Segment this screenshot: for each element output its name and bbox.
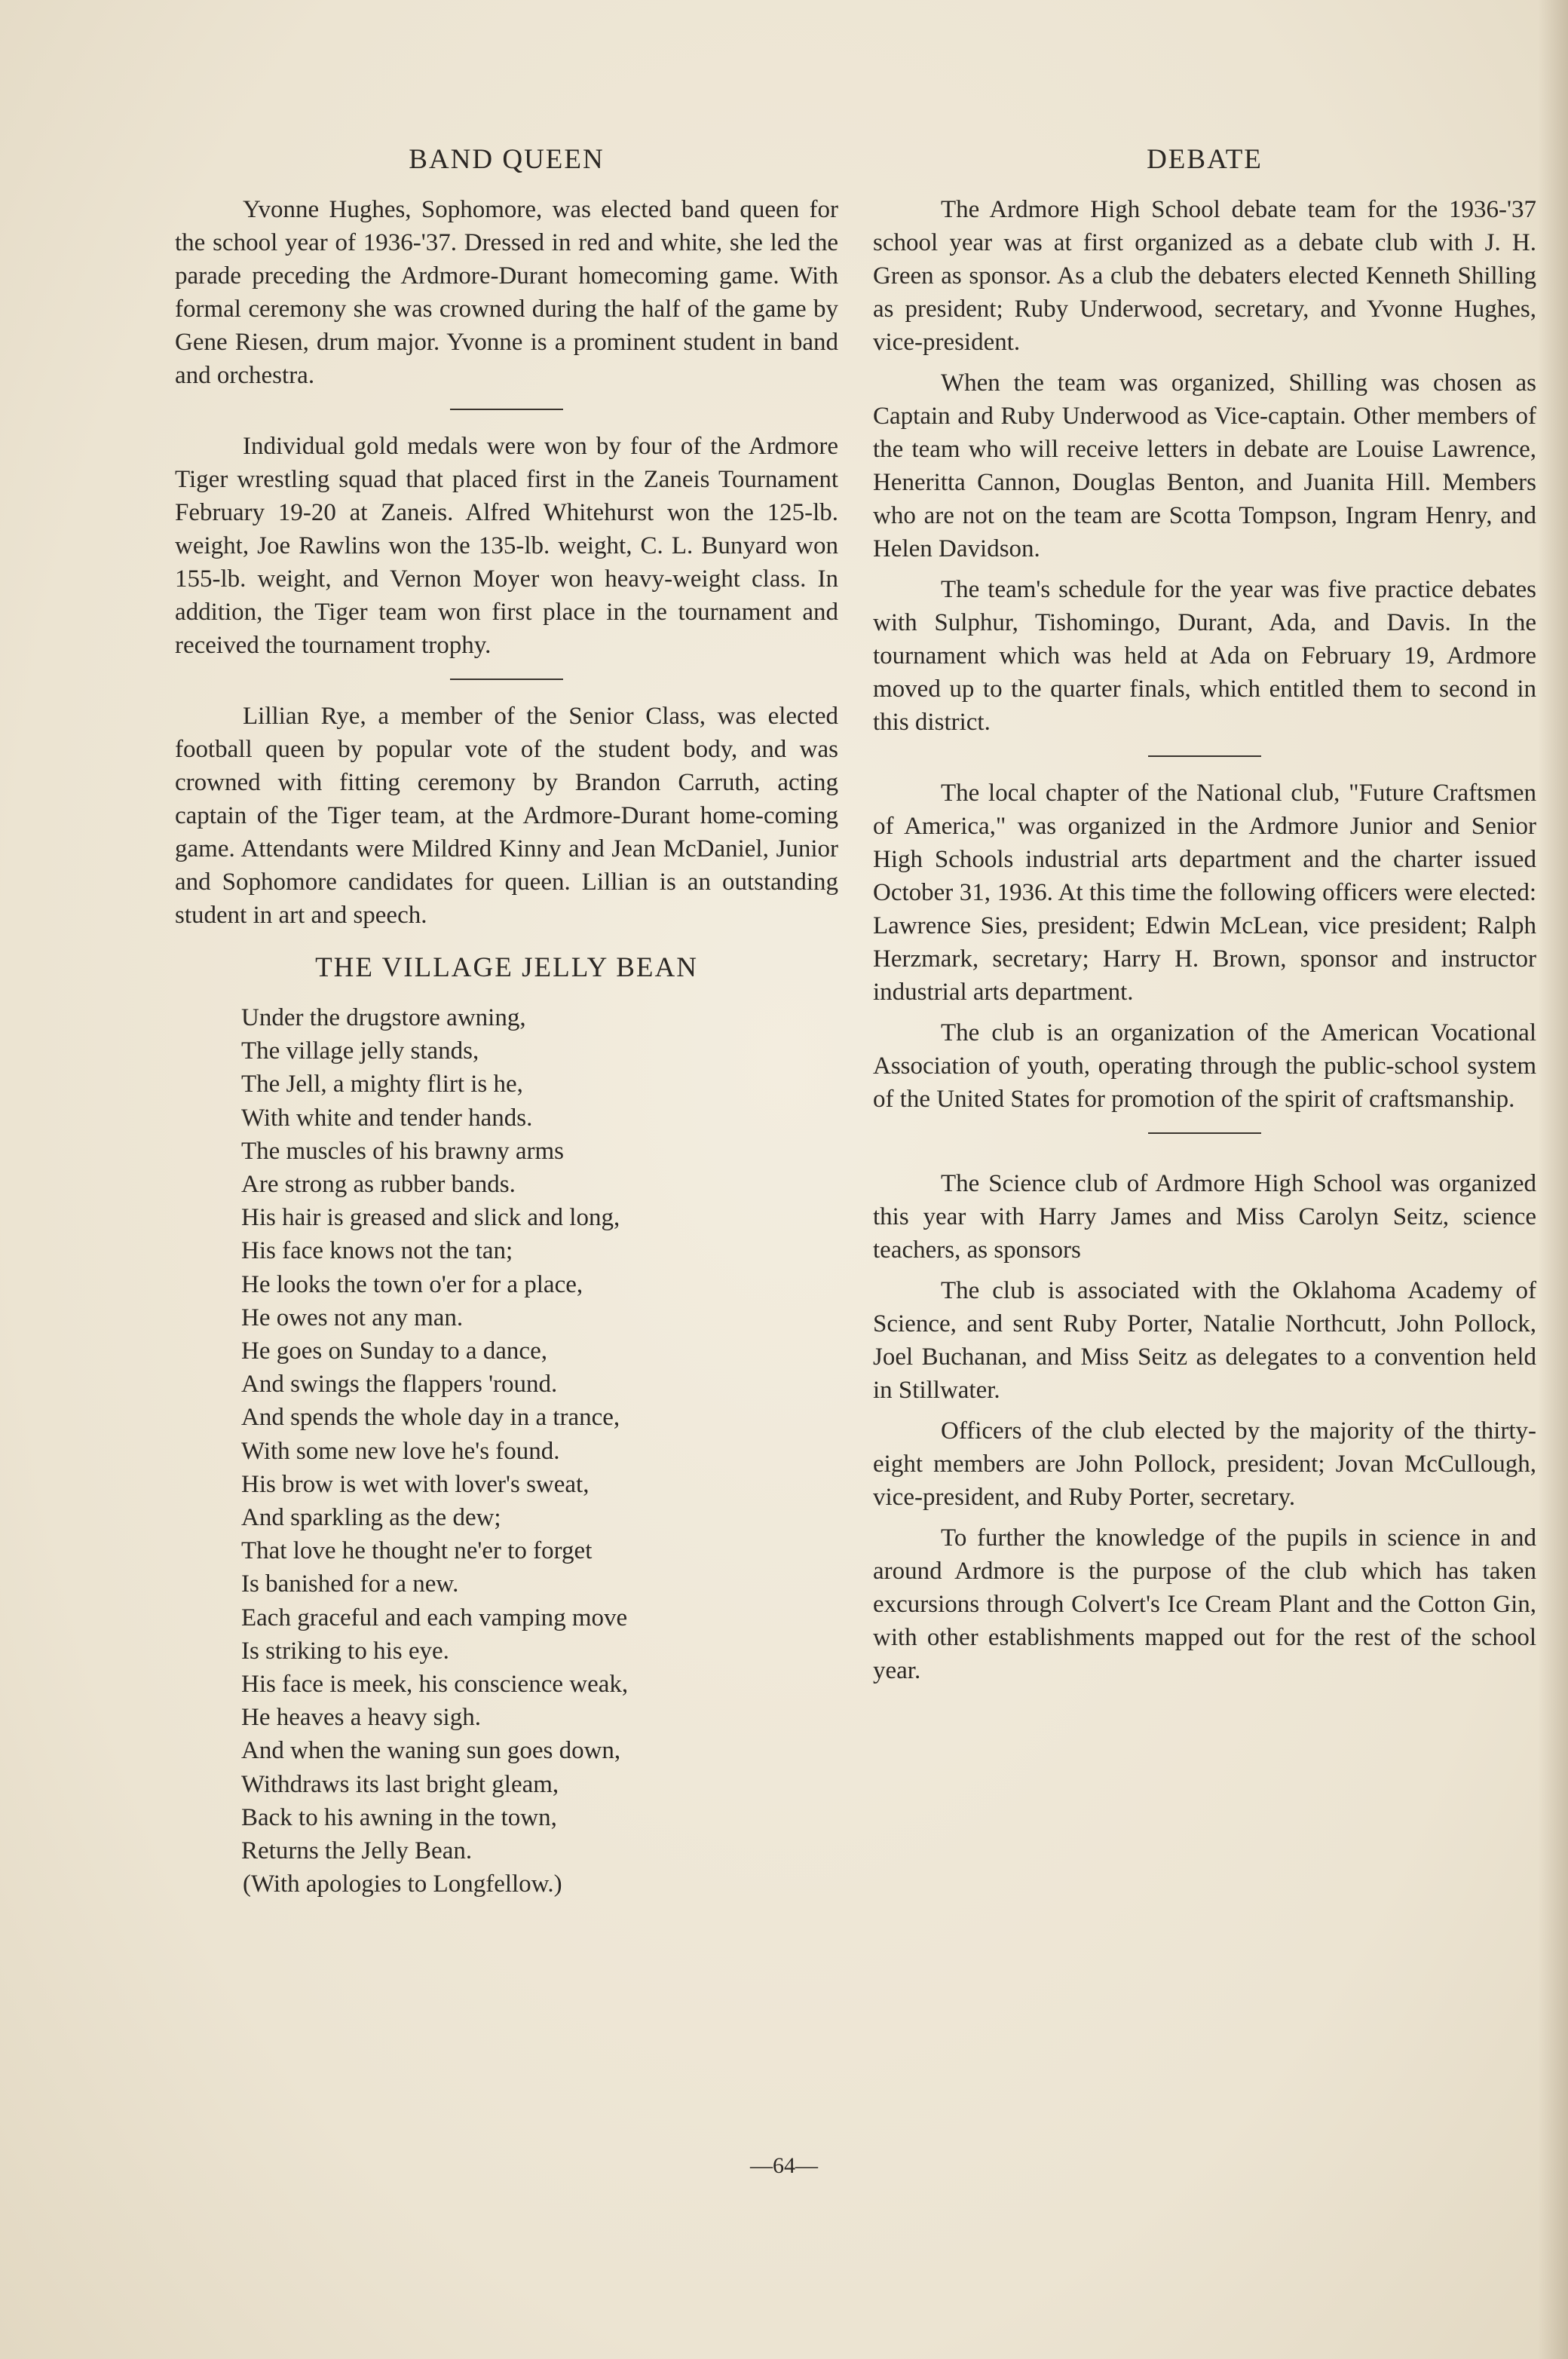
left-column: [175, 143, 838, 1901]
poem-line: He goes on Sunday to a dance,: [241, 1337, 547, 1365]
section-divider: [450, 679, 563, 680]
poem-line: Are strong as rubber bands.: [241, 1171, 516, 1199]
football-queen-text: Lillian Rye, a member of the Senior Class, was elected football queen by popular vote of the student body, and was crowned with fitting ceremony by Brandon Carruth, acting captain of the Tiger team, at the Ardmore-Durant home-coming game. Attendants were Mildred Kinny and Jean McDaniel, Junior and Sophomore candidates for queen. Lillian is an outstanding student in art and speech.: [175, 703, 838, 929]
poem-line: Under the drugstore awning,: [241, 1004, 526, 1031]
debate-paragraph: The Ardmore High School debate team for the 1936-'37 school year was at first organized as a debate club with J. H. Green as sponsor. As a club the debaters elected Kenneth Shilling as president; Ruby Underwood, secretary, and Yvonne Hughes, vice-president.: [873, 196, 1536, 356]
poem-line: Is banished for a new.: [241, 1570, 459, 1598]
science-paragraph: To further the knowledge of the pupils in science in and around Ardmore is the purpose of the club which has taken excursions through Colvert's Ice Cream Plant and the Cotton Gin, with other establishments mapped out for the rest of the school year.: [873, 1524, 1536, 1684]
poem-line: That love he thought ne'er to forget: [241, 1537, 593, 1565]
poem-line: His face knows not the tan;: [241, 1237, 513, 1265]
right-column: [873, 143, 1536, 1687]
poem-line: The Jell, a mighty flirt is he,: [241, 1071, 523, 1098]
section-divider: [1148, 1132, 1261, 1134]
poem-line: He heaves a heavy sigh.: [241, 1704, 481, 1732]
poem-line: His face is meek, his conscience weak,: [241, 1671, 629, 1699]
band-queen-heading: BAND QUEEN: [409, 144, 605, 175]
poem-line: And when the waning sun goes down,: [241, 1737, 621, 1765]
science-paragraph: The Science club of Ardmore High School was organized this year with Harry James and Miss Carolyn Seitz, science teachers, as sponsors: [873, 1170, 1536, 1264]
science-paragraph: Officers of the club elected by the majority of the thirty-eight members are John Pollock, president; Jovan McCullough, vice-president, and Ruby Porter, secretary.: [873, 1417, 1536, 1511]
band-queen-text: Yvonne Hughes, Sophomore, was elected band queen for the school year of 1936-'37. Dressed in red and white, she led the parade preceding the Ardmore-Durant homecoming game. With formal ceremony she was crowned during the half of the game by Gene Riesen, drum major. Yvonne is a prominent student in band and orchestra.: [175, 196, 838, 389]
poem-line: Back to his awning in the town,: [241, 1803, 557, 1831]
poem-line: Returns the Jelly Bean.: [241, 1837, 473, 1865]
page-edge-shadow: [1538, 0, 1568, 2359]
craftsmen-paragraph: The club is an organization of the American Vocational Association of youth, operating through the public-school system of the United States for promotion of the spirit of craftsmanship.: [873, 1019, 1536, 1113]
page-number: —64—: [750, 2153, 818, 2178]
poem-credit: (With apologies to Longfellow.): [243, 1870, 562, 1898]
poem-line: His hair is greased and slick and long,: [241, 1204, 620, 1232]
craftsmen-paragraph: The local chapter of the National club, "Future Craftsmen of America," was organized in the Ardmore Junior and Senior High Schools industrial arts department and the charter issued October 31, 1936. At this time the following officers were elected: Lawrence Sies, president; Edwin McLean, vice president; Ralph Herzmark, secretary; Harry H. Brown, sponsor and instructor industrial arts department.: [873, 780, 1536, 1006]
poem-line: And sparkling as the dew;: [241, 1504, 501, 1532]
poem-line: With some new love he's found.: [241, 1437, 560, 1465]
section-divider: [450, 409, 563, 410]
poem-heading: THE VILLAGE JELLY BEAN: [315, 952, 698, 983]
section-divider: [1148, 755, 1261, 757]
poem-line: The muscles of his brawny arms: [241, 1137, 564, 1165]
science-paragraph: The club is associated with the Oklahoma Academy of Science, and sent Ruby Porter, Natalie Northcutt, John Pollock, Joel Buchanan, and Miss Seitz as delegates to a convention held in Stillwater.: [873, 1277, 1536, 1404]
poem-line: He looks the town o'er for a place,: [241, 1270, 583, 1298]
poem-body: [175, 1001, 838, 1867]
debate-paragraph: When the team was organized, Shilling was chosen as Captain and Ruby Underwood as Vice-captain. Other members of the team who will receive letters in debate are Louise Lawrence, Heneritta Cannon, Douglas Benton, and Juanita Hill. Members who are not on the team are Scotta Tompson, Ingram Henry, and Helen Davidson.: [873, 369, 1536, 562]
poem-line: Each graceful and each vamping move: [241, 1604, 628, 1631]
debate-paragraph: The team's schedule for the year was five practice debates with Sulphur, Tishomingo, Durant, Ada, and Davis. In the tournament which was held at Ada on February 19, Ardmore moved up to the quarter finals, which entitled them to second in this district.: [873, 576, 1536, 736]
poem-line: Is striking to his eye.: [241, 1637, 449, 1665]
poem-line: He owes not any man.: [241, 1304, 464, 1331]
poem-line: His brow is wet with lover's sweat,: [241, 1470, 590, 1498]
poem-line: With white and tender hands.: [241, 1104, 533, 1132]
debate-heading: DEBATE: [1147, 144, 1263, 175]
poem-line: The village jelly stands,: [241, 1037, 479, 1065]
poem-line: And spends the whole day in a trance,: [241, 1404, 620, 1432]
poem-line: Withdraws its last bright gleam,: [241, 1770, 559, 1798]
wrestling-text: Individual gold medals were won by four of the Ardmore Tiger wrestling squad that placed first in the Zaneis Tournament February 19-20 at Zaneis. Alfred Whitehurst won the 125-lb. weight, Joe Rawlins won the 135-lb. weight, C. L. Bunyard won 155-lb. weight, and Vernon Moyer won heavy-weight class. In addition, the Tiger team won first place in the tournament and received the tournament trophy.: [175, 433, 838, 659]
poem-line: And swings the flappers 'round.: [241, 1371, 558, 1399]
